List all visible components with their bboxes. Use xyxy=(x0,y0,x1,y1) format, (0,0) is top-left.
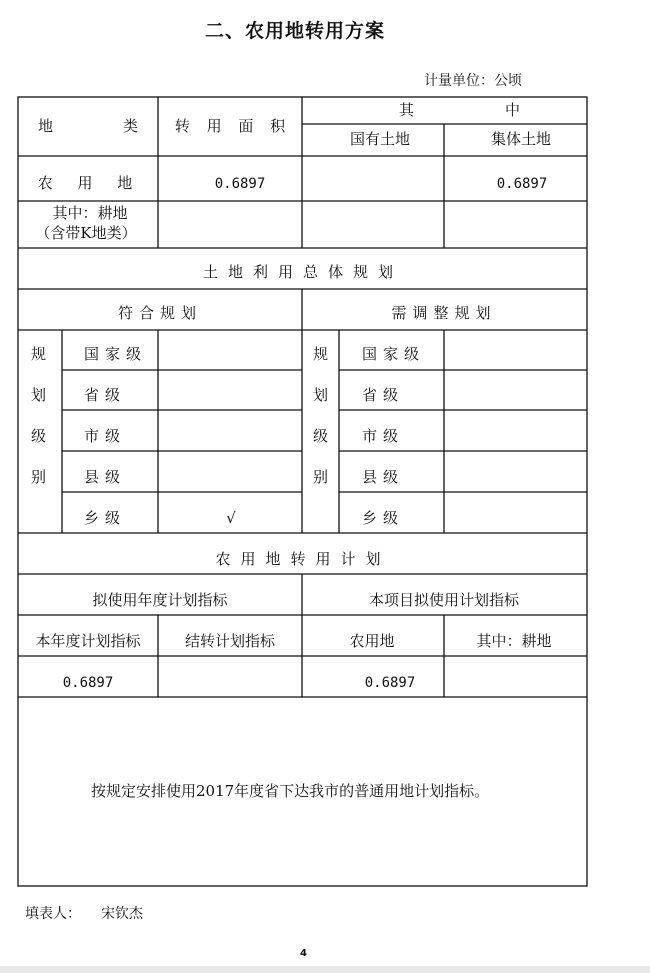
agri-land-area-value: 0.6897 xyxy=(214,176,266,192)
level-side-label-right-2: 划 xyxy=(313,386,329,404)
col-annual-quota: 本年度计划指标 xyxy=(35,632,141,650)
adjust-level-county: 县级 xyxy=(362,468,405,486)
compliant-level-provincial: 省级 xyxy=(84,386,127,404)
master-plan-section-title: 土地利用总体规划 xyxy=(202,263,404,281)
compliant-level-municipal: 市级 xyxy=(84,427,127,445)
adjust-level-township: 乡级 xyxy=(362,509,405,527)
level-side-label-left-4: 别 xyxy=(31,468,47,486)
arable-row-label-line1: 其中：耕地 xyxy=(52,204,128,222)
adjust-level-municipal: 市级 xyxy=(362,427,405,445)
adjust-level-provincial: 省级 xyxy=(362,386,405,404)
filler-name: 宋钦杰 xyxy=(101,906,143,922)
annual-quota-value: 0.6897 xyxy=(62,675,114,691)
arable-row-label-line2: （含带K地类） xyxy=(35,224,137,242)
compliant-level-national: 国家级 xyxy=(84,345,148,363)
document-title: 二、农用地转用方案 xyxy=(204,20,385,42)
project-quota-title: 本项目拟使用计划指标 xyxy=(368,591,520,609)
page-number: 4 xyxy=(300,948,307,959)
of-which-header-left: 其 xyxy=(399,101,415,119)
col-arable-land: 其中：耕地 xyxy=(476,632,552,650)
level-side-label-left-2: 划 xyxy=(31,386,47,404)
agri-land-row-label: 农 用 地 xyxy=(37,174,143,192)
state-land-header: 国有土地 xyxy=(349,130,411,148)
converted-area-header: 转 用 面 积 xyxy=(174,117,292,135)
annual-quota-title: 拟使用年度计划指标 xyxy=(92,591,228,609)
conversion-plan-section-title: 农用地转用计划 xyxy=(215,550,391,568)
level-side-label-right-3: 级 xyxy=(313,427,329,445)
township-checkmark: √ xyxy=(226,509,236,527)
agri-land-quota-value: 0.6897 xyxy=(364,675,416,691)
level-side-label-right-1: 规 xyxy=(313,345,329,363)
level-side-label-left-1: 规 xyxy=(31,345,47,363)
page-bottom-edge xyxy=(0,966,650,973)
land-class-header-right: 类 xyxy=(123,117,139,135)
filler-label: 填表人： xyxy=(25,906,81,922)
agri-land-collective-value: 0.6897 xyxy=(496,176,548,192)
level-side-label-right-4: 别 xyxy=(313,468,329,486)
compliant-level-township: 乡级 xyxy=(84,509,127,527)
land-class-header-left: 地 xyxy=(38,117,54,135)
collective-land-header: 集体土地 xyxy=(490,130,552,148)
adjust-plan-title: 需调整规划 xyxy=(391,304,497,322)
adjust-level-national: 国家级 xyxy=(362,345,426,363)
compliant-level-county: 县级 xyxy=(84,468,127,486)
col-carryover-quota: 结转计划指标 xyxy=(184,632,276,650)
col-agri-land: 农用地 xyxy=(349,632,395,650)
measurement-unit: 计量单位：公顷 xyxy=(424,73,522,89)
level-side-label-left-3: 级 xyxy=(31,427,47,445)
plan-note: 按规定安排使用2017年度省下达我市的普通用地计划指标。 xyxy=(91,782,490,800)
of-which-header-right: 中 xyxy=(505,101,521,119)
compliant-plan-title: 符合规划 xyxy=(117,304,203,322)
